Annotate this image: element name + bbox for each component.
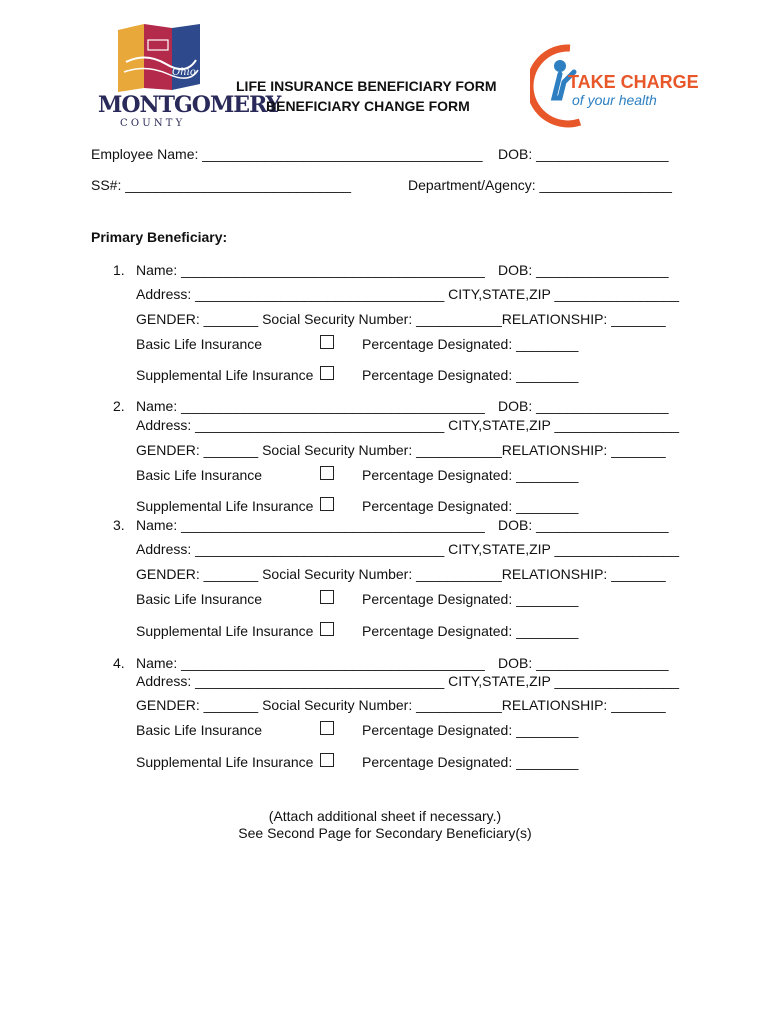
basic-percentage-field[interactable]: Percentage Designated: ________ [362, 591, 579, 607]
supplemental-percentage-field[interactable]: Percentage Designated: ________ [362, 498, 579, 514]
supplemental-life-checkbox[interactable] [320, 753, 334, 767]
basic-life-checkbox[interactable] [320, 335, 334, 349]
beneficiary-address-field[interactable]: Address: ________________________________ CITY,STATE,ZIP ________________ [136, 541, 680, 557]
supplemental-life-checkbox[interactable] [320, 366, 334, 380]
supplemental-life-checkbox[interactable] [320, 622, 334, 636]
beneficiary-name-field[interactable]: Name: _______________________________________ [136, 517, 485, 533]
department-agency-field[interactable]: Department/Agency: _________________ [408, 177, 672, 193]
beneficiary-dob-field[interactable]: DOB: _________________ [498, 655, 669, 671]
supplemental-percentage-field[interactable]: Percentage Designated: ________ [362, 367, 579, 383]
basic-life-checkbox[interactable] [320, 721, 334, 735]
beneficiary-dob-field[interactable]: DOB: _________________ [498, 517, 669, 533]
logo-county-name: MONTGOMERY [98, 92, 281, 118]
supplemental-percentage-field[interactable]: Percentage Designated: ________ [362, 754, 579, 770]
take-charge-logo [530, 42, 699, 130]
secondary-beneficiary-note: See Second Page for Secondary Beneficiary(s) [238, 825, 532, 841]
beneficiary-gender-ssn-relationship[interactable]: GENDER: _______ Social Security Number: ___________RELATIONSHIP: _______ [136, 442, 666, 458]
supplemental-life-label: Supplemental Life Insurance [136, 623, 314, 639]
basic-life-label: Basic Life Insurance [136, 336, 263, 352]
basic-percentage-field[interactable]: Percentage Designated: ________ [362, 467, 579, 483]
beneficiary-gender-ssn-relationship[interactable]: GENDER: _______ Social Security Number: ___________RELATIONSHIP: _______ [136, 311, 666, 327]
beneficiary-name-field[interactable]: Name: _______________________________________ [136, 655, 485, 671]
beneficiary-dob-field[interactable]: DOB: _________________ [498, 398, 669, 414]
ohio-badge: Ohio [172, 67, 196, 78]
beneficiary-gender-ssn-relationship[interactable]: GENDER: _______ Social Security Number: ___________RELATIONSHIP: _______ [136, 697, 666, 713]
employee-name-field[interactable]: Employee Name: ____________________________________ [91, 146, 483, 162]
logo-county-label: C O U N T Y [120, 118, 183, 129]
basic-life-label: Basic Life Insurance [136, 467, 263, 483]
primary-beneficiary-heading: Primary Beneficiary: [91, 229, 228, 245]
county-flag-emblem [96, 22, 220, 94]
beneficiary-gender-ssn-relationship[interactable]: GENDER: _______ Social Security Number: ___________RELATIONSHIP: _______ [136, 566, 666, 582]
attach-sheet-note: (Attach additional sheet if necessary.) [268, 808, 502, 824]
employee-ss-field[interactable]: SS#: _____________________________ [91, 177, 352, 193]
take-charge-title: TAKE CHARGE [568, 72, 699, 92]
beneficiary-address-field[interactable]: Address: ________________________________ CITY,STATE,ZIP ________________ [136, 417, 680, 433]
take-charge-subtitle: of your health [572, 92, 657, 108]
form-subtitle: BENEFICIARY CHANGE FORM [266, 98, 470, 114]
beneficiary-number: 3. [113, 517, 125, 533]
basic-life-checkbox[interactable] [320, 466, 334, 480]
basic-life-label: Basic Life Insurance [136, 722, 263, 738]
basic-life-checkbox[interactable] [320, 590, 334, 604]
employee-dob-field[interactable]: DOB: _________________ [498, 146, 669, 162]
basic-percentage-field[interactable]: Percentage Designated: ________ [362, 722, 579, 738]
supplemental-life-label: Supplemental Life Insurance [136, 498, 314, 514]
form-title: LIFE INSURANCE BENEFICIARY FORM [236, 78, 497, 94]
beneficiary-address-field[interactable]: Address: ________________________________ CITY,STATE,ZIP ________________ [136, 673, 680, 689]
supplemental-life-label: Supplemental Life Insurance [136, 754, 314, 770]
beneficiary-name-field[interactable]: Name: _______________________________________ [136, 398, 485, 414]
beneficiary-number: 2. [113, 398, 125, 414]
montgomery-county-logo [96, 22, 281, 134]
beneficiary-dob-field[interactable]: DOB: _________________ [498, 262, 669, 278]
supplemental-life-checkbox[interactable] [320, 497, 334, 511]
beneficiary-number: 4. [113, 655, 125, 671]
beneficiary-name-field[interactable]: Name: _______________________________________ [136, 262, 485, 278]
beneficiary-number: 1. [113, 262, 125, 278]
supplemental-life-label: Supplemental Life Insurance [136, 367, 314, 383]
basic-life-label: Basic Life Insurance [136, 591, 263, 607]
supplemental-percentage-field[interactable]: Percentage Designated: ________ [362, 623, 579, 639]
beneficiary-address-field[interactable]: Address: ________________________________ CITY,STATE,ZIP ________________ [136, 286, 680, 302]
basic-percentage-field[interactable]: Percentage Designated: ________ [362, 336, 579, 352]
